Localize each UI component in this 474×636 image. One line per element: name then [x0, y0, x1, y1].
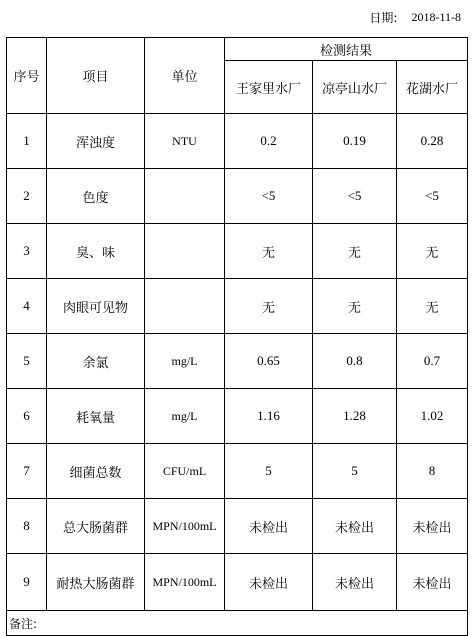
row-unit	[145, 169, 225, 224]
header-seq: 序号	[7, 38, 47, 114]
table-row	[7, 499, 468, 554]
row-value-plant-1: 未检出	[225, 499, 313, 554]
table-row	[7, 169, 468, 224]
row-seq: 2	[7, 169, 47, 224]
row-value-plant-2: <5	[313, 169, 397, 224]
date-value: 2018-11-8	[411, 10, 461, 24]
row-value-plant-1: 0.2	[225, 114, 313, 169]
row-unit	[145, 279, 225, 334]
header-plant-2: 凉亭山水厂	[313, 61, 397, 114]
row-unit: mg/L	[145, 334, 225, 389]
row-unit: CFU/mL	[145, 444, 225, 499]
table-row	[7, 444, 468, 499]
row-value-plant-2: 1.28	[313, 389, 397, 444]
row-value-plant-3: 无	[397, 279, 468, 334]
row-value-plant-1: 未检出	[225, 554, 313, 611]
row-seq: 4	[7, 279, 47, 334]
row-seq: 8	[7, 499, 47, 554]
row-value-plant-3: 0.7	[397, 334, 468, 389]
row-item: 色度	[47, 169, 145, 224]
report-date	[369, 9, 461, 26]
row-unit: mg/L	[145, 389, 225, 444]
row-unit: MPN/100mL	[145, 499, 225, 554]
row-item: 总大肠菌群	[47, 499, 145, 554]
row-seq: 5	[7, 334, 47, 389]
table-row	[7, 114, 468, 169]
row-value-plant-3: 无	[397, 224, 468, 279]
row-item: 肉眼可见物	[47, 279, 145, 334]
header-item: 项目	[47, 38, 145, 114]
row-item: 臭、味	[47, 224, 145, 279]
table-row	[7, 334, 468, 389]
row-value-plant-3: 8	[397, 444, 468, 499]
row-value-plant-1: 1.16	[225, 389, 313, 444]
table-row	[7, 554, 468, 611]
row-value-plant-2: 无	[313, 224, 397, 279]
water-quality-table	[6, 37, 468, 636]
row-unit: NTU	[145, 114, 225, 169]
header-unit: 单位	[145, 38, 225, 114]
row-value-plant-2: 5	[313, 444, 397, 499]
row-item: 浑浊度	[47, 114, 145, 169]
row-seq: 3	[7, 224, 47, 279]
row-unit: MPN/100mL	[145, 554, 225, 611]
row-item: 耐热大肠菌群	[47, 554, 145, 611]
row-seq: 7	[7, 444, 47, 499]
header-plant-3: 花湖水厂	[397, 61, 468, 114]
row-value-plant-1: <5	[225, 169, 313, 224]
row-seq: 9	[7, 554, 47, 611]
table-row	[7, 224, 468, 279]
header-plant-1: 王家里水厂	[225, 61, 313, 114]
row-unit	[145, 224, 225, 279]
row-item: 余氯	[47, 334, 145, 389]
row-value-plant-3: 未检出	[397, 499, 468, 554]
remarks-label: 备注:	[7, 611, 468, 636]
row-value-plant-3: 0.28	[397, 114, 468, 169]
row-item: 细菌总数	[47, 444, 145, 499]
row-seq: 1	[7, 114, 47, 169]
row-value-plant-3: <5	[397, 169, 468, 224]
row-seq: 6	[7, 389, 47, 444]
row-value-plant-3: 未检出	[397, 554, 468, 611]
row-value-plant-2: 无	[313, 279, 397, 334]
table-row	[7, 279, 468, 334]
row-value-plant-3: 1.02	[397, 389, 468, 444]
date-label: 日期:	[369, 11, 398, 25]
row-value-plant-2: 0.19	[313, 114, 397, 169]
row-value-plant-1: 0.65	[225, 334, 313, 389]
header-results: 检测结果	[225, 38, 468, 61]
row-value-plant-2: 未检出	[313, 554, 397, 611]
row-value-plant-2: 未检出	[313, 499, 397, 554]
row-value-plant-2: 0.8	[313, 334, 397, 389]
table-row	[7, 389, 468, 444]
row-item: 耗氧量	[47, 389, 145, 444]
row-value-plant-1: 5	[225, 444, 313, 499]
row-value-plant-1: 无	[225, 279, 313, 334]
row-value-plant-1: 无	[225, 224, 313, 279]
